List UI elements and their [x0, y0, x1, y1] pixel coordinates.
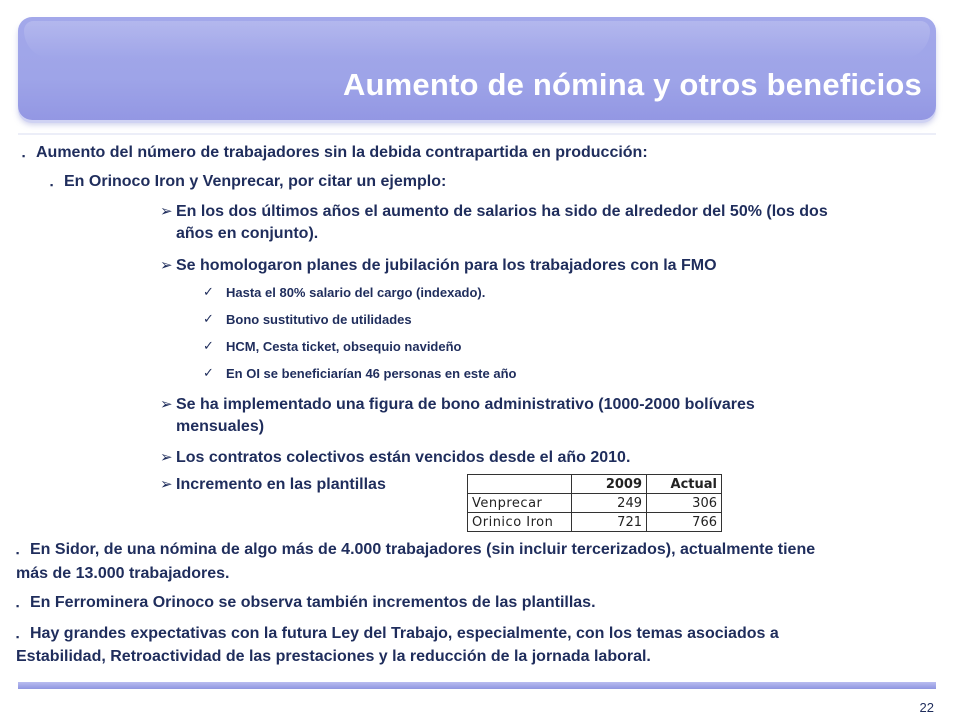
square-bullet-icon: ▪: [50, 180, 54, 190]
table-row-label: Orinico Iron: [468, 513, 572, 532]
slide-title: Aumento de nómina y otros beneficios: [342, 67, 922, 102]
check-bullet-icon: ✓: [203, 284, 214, 299]
page-number: 22: [919, 700, 934, 715]
check-bullet-icon: ✓: [203, 338, 214, 353]
bullet-text: En Ferrominera Orinoco se observa también incrementos de las plantillas.: [30, 594, 596, 611]
bullet-text: En Sidor, de una nómina de algo más de 4.000 trabajadores (sin incluir tercerizados), actualmente tiene: [30, 541, 816, 558]
table-header-cell: Actual: [647, 475, 722, 494]
table-cell: 306: [647, 494, 722, 513]
table-cell: 766: [647, 513, 722, 532]
table-row-label: Venprecar: [468, 494, 572, 513]
arrow-bullet-icon: ➢: [160, 203, 173, 220]
table-cell: 249: [572, 494, 647, 513]
table-cell: 721: [572, 513, 647, 532]
arrow-item-text: mensuales): [176, 418, 265, 435]
square-bullet-icon: ▪: [16, 601, 20, 611]
check-bullet-icon: ✓: [203, 365, 214, 380]
arrow-bullet-icon: ➢: [160, 257, 173, 274]
bullet-text: Hay grandes expectativas con la futura Ley del Trabajo, especialmente, con los temas asociados a: [30, 625, 779, 642]
square-bullet-icon: ▪: [16, 548, 20, 558]
arrow-item-text: Incremento en las plantillas: [176, 476, 386, 493]
check-item-text: Hasta el 80% salario del cargo (indexado).: [226, 285, 486, 300]
table-row: [468, 494, 722, 513]
arrow-item-text: Se ha implementado una figura de bono administrativo (1000-2000 bolívares: [176, 396, 755, 413]
bullet-text: más de 13.000 trabajadores.: [16, 565, 230, 582]
square-bullet-icon: ▪: [16, 632, 20, 642]
arrow-item-text: Se homologaron planes de jubilación para los trabajadores con la FMO: [176, 257, 717, 274]
bullet-text: Aumento del número de trabajadores sin la debida contrapartida en producción:: [36, 144, 648, 161]
table-header-cell: [468, 475, 572, 494]
arrow-item-text: años en conjunto).: [176, 225, 319, 242]
check-item-text: En OI se beneficiarían 46 personas en este año: [226, 366, 517, 381]
check-item-text: HCM, Cesta ticket, obsequio navideño: [226, 339, 462, 354]
arrow-bullet-icon: ➢: [160, 449, 173, 466]
footer-bar: [18, 682, 936, 689]
arrow-item-text: Los contratos colectivos están vencidos desde el año 2010.: [176, 449, 631, 466]
table-row: [468, 513, 722, 532]
arrow-bullet-icon: ➢: [160, 476, 173, 493]
arrow-bullet-icon: ➢: [160, 396, 173, 413]
staffing-table: [467, 474, 722, 532]
arrow-item-text: En los dos últimos años el aumento de salarios ha sido de alrededor del 50% (los dos: [176, 203, 828, 220]
table-header-cell: 2009: [572, 475, 647, 494]
bullet-text: Estabilidad, Retroactividad de las prestaciones y la reducción de la jornada laboral.: [16, 648, 651, 665]
table-header-row: [468, 475, 722, 494]
bullet-text: En Orinoco Iron y Venprecar, por citar un ejemplo:: [64, 173, 447, 190]
check-bullet-icon: ✓: [203, 311, 214, 326]
check-item-text: Bono sustitutivo de utilidades: [226, 312, 412, 327]
square-bullet-icon: ▪: [22, 151, 26, 161]
